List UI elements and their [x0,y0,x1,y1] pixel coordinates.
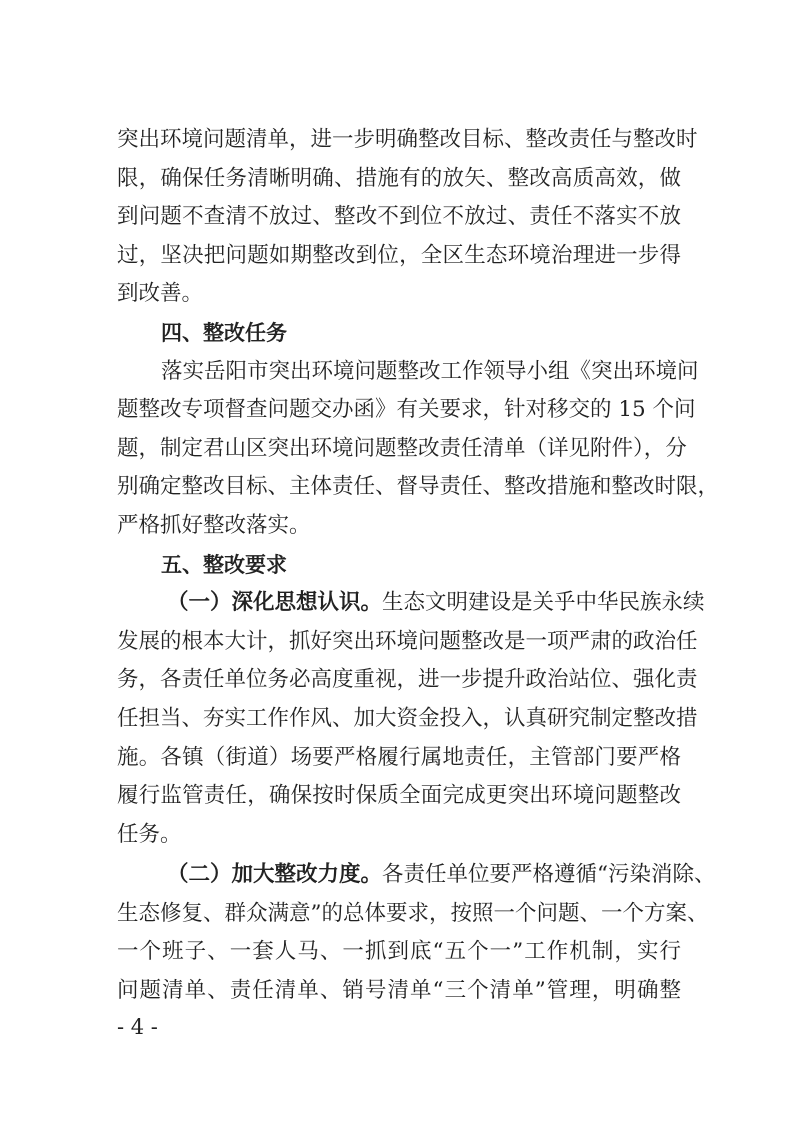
text-line: 发展的根本大计，抓好突出环境问题整改是一项严肃的政治任 [117,628,698,654]
text-line: 别确定整改目标、主体责任、督导责任、整改措施和整改时限， [117,474,720,500]
subheading: （一）深化思想认识。 [167,590,383,616]
text-line: 任担当、夯实工作作风、加大资金投入，认真研究制定整改措 [117,705,698,731]
text-line: 严格抓好整改落实。 [117,512,311,538]
text-line: 到问题不查清不放过、整改不到位不放过、责任不落实不放 [117,204,681,230]
text-line: 题整改专项督查问题交办函》有关要求，针对移交的 15 个问 [117,397,696,423]
page-number: - 4 - [117,1015,158,1039]
text-line: 任务。 [117,821,182,847]
text-line: 问题清单、责任清单、销号清单“三个清单”管理，明确整 [117,978,681,1004]
text-line: 题，制定君山区突出环境问题整改责任清单（详见附件），分 [117,435,687,461]
paragraph-1 [117,121,698,314]
text-span: 生态文明建设是关乎中华民族永续 [382,590,705,616]
text-span: 各责任单位要严格遵循“污染消除、 [382,862,716,888]
text-line: 履行监管责任，确保按时保质全面完成更突出环境问题整改 [117,783,681,809]
text-line: 到改善。 [117,281,204,307]
text-line: 突出环境问题清单，进一步明确整改目标、整改责任与整改时 [117,127,698,152]
document-body [117,121,720,1011]
text-line: 限，确保任务清晰明确、措施有的放矢、整改高质高效，做 [117,165,681,191]
paragraph-2 [117,353,720,546]
text-line: 一个班子、一套人马、一抓到底“五个一”工作机制，实行 [117,939,681,965]
text-line: 务，各责任单位务必高度重视，进一步提升政治站位、强化责 [117,667,698,693]
text-line: 落实岳阳市突出环境问题整改工作领导小组《突出环境问 [161,358,699,384]
paragraph-4 [117,856,716,1010]
section-heading-4: 四、整改任务 [161,320,287,345]
text-line [117,856,716,895]
subheading: （二）加大整改力度。 [167,862,383,888]
text-line: 过，坚决把问题如期整改到位，全区生态环境治理进一步得 [117,242,681,268]
text-line [117,584,705,623]
text-line: 生态修复、群众满意”的总体要求，按照一个问题、一个方案、 [117,900,709,926]
paragraph-3 [117,584,705,854]
text-line: 施。各镇（街道）场要严格履行属地责任，主管部门要严格 [117,744,681,770]
section-heading-5: 五、整改要求 [161,552,287,577]
